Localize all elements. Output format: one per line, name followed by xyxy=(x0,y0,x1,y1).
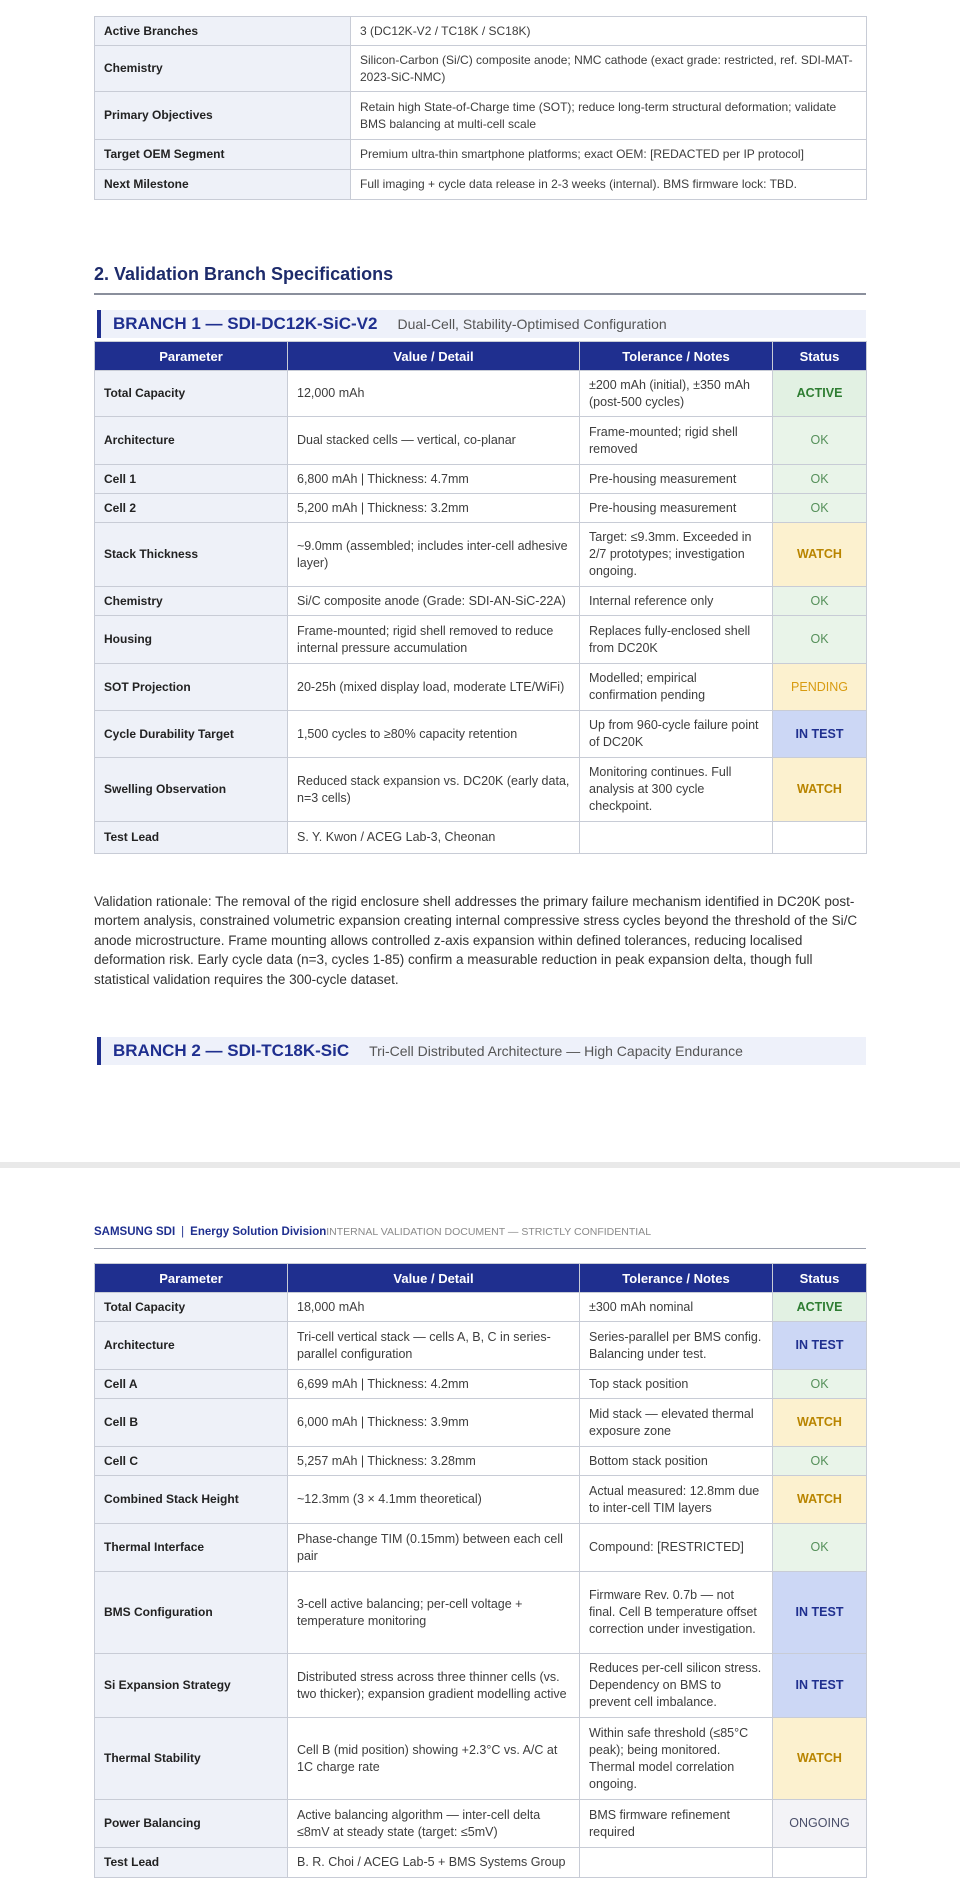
status-badge: ONGOING xyxy=(773,1800,867,1848)
branch-1-spec-table xyxy=(94,341,867,854)
param-tolerance: Bottom stack position xyxy=(580,1447,773,1476)
col-header-value: Value / Detail xyxy=(288,342,580,371)
param-value: 20-25h (mixed display load, moderate LTE/WiFi) xyxy=(288,664,580,711)
section-title: 2. Validation Branch Specifications xyxy=(94,264,866,295)
header-separator: | xyxy=(181,1226,185,1238)
division-name: Energy Solution Division xyxy=(190,1226,327,1238)
param-label: BMS Configuration xyxy=(95,1572,288,1654)
table-row xyxy=(95,465,867,494)
param-label: Active Branches xyxy=(95,17,351,46)
status-badge: OK xyxy=(773,1447,867,1476)
table-row xyxy=(95,1572,867,1654)
param-label: Thermal Stability xyxy=(95,1718,288,1800)
status-badge: WATCH xyxy=(773,1476,867,1524)
status-badge: OK xyxy=(773,616,867,664)
status-badge: IN TEST xyxy=(773,1322,867,1370)
table-row xyxy=(95,1447,867,1476)
branch-description: Dual-Cell, Stability-Optimised Configuration xyxy=(397,316,667,332)
col-header-parameter: Parameter xyxy=(95,1264,288,1293)
param-tolerance: Replaces fully-enclosed shell from DC20K xyxy=(580,616,773,664)
param-tolerance: ±300 mAh nominal xyxy=(580,1293,773,1322)
param-tolerance: Pre-housing measurement xyxy=(580,465,773,494)
param-label: Architecture xyxy=(95,1322,288,1370)
status-badge: OK xyxy=(773,494,867,523)
param-tolerance: Within safe threshold (≤85°C peak); being monitored. Thermal model correlation ongoing. xyxy=(580,1718,773,1800)
col-header-status: Status xyxy=(773,342,867,371)
validation-rationale: Validation rationale: The removal of the rigid enclosure shell addresses the primary failure mechanism identified in DC20K post-mortem analysis, constrained volumetric expansion creating internal compressive stress cycles beyond the threshold of the Si/C anode microstructure. Frame mounting allows controlled z-axis expansion within defined tolerances, reducing localised deformation risk. Early cycle data (n=3, cycles 1-85) confirm a measurable reduction in peak expansion delta, though full statistical validation requires the 300-cycle dataset. xyxy=(94,894,858,987)
status-badge: OK xyxy=(773,1370,867,1399)
param-tolerance: Top stack position xyxy=(580,1370,773,1399)
table-row xyxy=(95,1399,867,1447)
branch-2-spec-table xyxy=(94,1263,867,1878)
param-tolerance: Internal reference only xyxy=(580,587,773,616)
col-header-status: Status xyxy=(773,1264,867,1293)
status-badge: IN TEST xyxy=(773,711,867,758)
param-tolerance: Mid stack — elevated thermal exposure zone xyxy=(580,1399,773,1447)
param-label: Cell 2 xyxy=(95,494,288,523)
col-header-parameter: Parameter xyxy=(95,342,288,371)
table-row xyxy=(95,17,867,46)
branch-1-banner xyxy=(97,310,866,338)
status-badge: IN TEST xyxy=(773,1654,867,1718)
status-badge: WATCH xyxy=(773,523,867,587)
status-badge: OK xyxy=(773,417,867,465)
param-label: Cell C xyxy=(95,1447,288,1476)
param-value: B. R. Choi / ACEG Lab-5 + BMS Systems Group xyxy=(288,1848,580,1878)
status-badge: PENDING xyxy=(773,664,867,711)
param-label: Si Expansion Strategy xyxy=(95,1654,288,1718)
status-badge: IN TEST xyxy=(773,1572,867,1654)
table-row xyxy=(95,1800,867,1848)
document-header xyxy=(94,1226,866,1249)
param-value: Distributed stress across three thinner cells (vs. two thicker); expansion gradient modelling active xyxy=(288,1654,580,1718)
table-row xyxy=(95,1322,867,1370)
param-tolerance: Target: ≤9.3mm. Exceeded in 2/7 prototypes; investigation ongoing. xyxy=(580,523,773,587)
param-tolerance: Monitoring continues. Full analysis at 300 cycle checkpoint. xyxy=(580,758,773,822)
param-label: Cell B xyxy=(95,1399,288,1447)
param-value: Reduced stack expansion vs. DC20K (early data, n=3 cells) xyxy=(288,758,580,822)
param-value: 3-cell active balancing; per-cell voltage + temperature monitoring xyxy=(288,1572,580,1654)
param-label: Total Capacity xyxy=(95,1293,288,1322)
param-label: Test Lead xyxy=(95,822,288,854)
param-value: Tri-cell vertical stack — cells A, B, C in series-parallel configuration xyxy=(288,1322,580,1370)
param-label: Stack Thickness xyxy=(95,523,288,587)
table-row xyxy=(95,371,867,417)
table-row xyxy=(95,140,867,170)
table-row xyxy=(95,1654,867,1718)
param-label: Combined Stack Height xyxy=(95,1476,288,1524)
table-row xyxy=(95,1370,867,1399)
param-label: Architecture xyxy=(95,417,288,465)
status-badge: WATCH xyxy=(773,1399,867,1447)
table-row xyxy=(95,616,867,664)
param-tolerance: Frame-mounted; rigid shell removed xyxy=(580,417,773,465)
table-row xyxy=(95,92,867,140)
status-badge: OK xyxy=(773,587,867,616)
table-row xyxy=(95,1293,867,1322)
col-header-tolerance: Tolerance / Notes xyxy=(580,342,773,371)
param-value: 18,000 mAh xyxy=(288,1293,580,1322)
param-tolerance: Compound: [RESTRICTED] xyxy=(580,1524,773,1572)
status-badge: ACTIVE xyxy=(773,1293,867,1322)
param-label: SOT Projection xyxy=(95,664,288,711)
param-tolerance: Up from 960-cycle failure point of DC20K xyxy=(580,711,773,758)
param-label: Housing xyxy=(95,616,288,664)
param-label: Cycle Durability Target xyxy=(95,711,288,758)
param-tolerance: Actual measured: 12.8mm due to inter-cell TIM layers xyxy=(580,1476,773,1524)
param-tolerance: Series-parallel per BMS config. Balancing under test. xyxy=(580,1322,773,1370)
status-badge: OK xyxy=(773,1524,867,1572)
param-value: Premium ultra-thin smartphone platforms; exact OEM: [REDACTED per IP protocol] xyxy=(351,140,867,170)
param-value: Frame-mounted; rigid shell removed to reduce internal pressure accumulation xyxy=(288,616,580,664)
table-row xyxy=(95,494,867,523)
param-value: Si/C composite anode (Grade: SDI-AN-SiC-22A) xyxy=(288,587,580,616)
param-value: ~9.0mm (assembled; includes inter-cell adhesive layer) xyxy=(288,523,580,587)
table-header-row xyxy=(95,1264,867,1293)
table-row xyxy=(95,587,867,616)
param-value: 6,800 mAh | Thickness: 4.7mm xyxy=(288,465,580,494)
table-row xyxy=(95,711,867,758)
param-tolerance: BMS firmware refinement required xyxy=(580,1800,773,1848)
table-row xyxy=(95,1524,867,1572)
param-value: Active balancing algorithm — inter-cell delta ≤8mV at steady state (target: ≤5mV) xyxy=(288,1800,580,1848)
param-tolerance: ±200 mAh (initial), ±350 mAh (post-500 cycles) xyxy=(580,371,773,417)
param-value: 5,200 mAh | Thickness: 3.2mm xyxy=(288,494,580,523)
param-label: Test Lead xyxy=(95,1848,288,1878)
param-label: Chemistry xyxy=(95,46,351,92)
param-label: Target OEM Segment xyxy=(95,140,351,170)
param-label: Cell 1 xyxy=(95,465,288,494)
branch-code: BRANCH 2 — SDI-TC18K-SiC xyxy=(113,1041,350,1060)
document-page-2 xyxy=(0,1168,960,1904)
branch-code: BRANCH 1 — SDI-DC12K-SiC-V2 xyxy=(113,314,378,333)
param-value: 6,000 mAh | Thickness: 3.9mm xyxy=(288,1399,580,1447)
param-value: Silicon-Carbon (Si/C) composite anode; NMC cathode (exact grade: restricted, ref. SDI-MAT-2023-SiC-NMC) xyxy=(351,46,867,92)
summary-table xyxy=(94,16,867,200)
param-tolerance: Firmware Rev. 0.7b — not final. Cell B temperature offset correction under investigation. xyxy=(580,1572,773,1654)
param-value: ~12.3mm (3 × 4.1mm theoretical) xyxy=(288,1476,580,1524)
param-label: Power Balancing xyxy=(95,1800,288,1848)
status-badge: ACTIVE xyxy=(773,371,867,417)
status-badge xyxy=(773,1848,867,1878)
param-label: Primary Objectives xyxy=(95,92,351,140)
company-brand: SAMSUNG SDI xyxy=(94,1226,176,1238)
param-value: 1,500 cycles to ≥80% capacity retention xyxy=(288,711,580,758)
table-row xyxy=(95,1848,867,1878)
table-row xyxy=(95,523,867,587)
param-value: 6,699 mAh | Thickness: 4.2mm xyxy=(288,1370,580,1399)
table-row xyxy=(95,417,867,465)
param-label: Cell A xyxy=(95,1370,288,1399)
status-badge: OK xyxy=(773,465,867,494)
confidentiality-notice: INTERNAL VALIDATION DOCUMENT — STRICTLY CONFIDENTIAL xyxy=(326,1226,652,1238)
param-value: Dual stacked cells — vertical, co-planar xyxy=(288,417,580,465)
param-label: Thermal Interface xyxy=(95,1524,288,1572)
branch-2-banner xyxy=(97,1037,866,1065)
param-tolerance xyxy=(580,1848,773,1878)
param-value: Phase-change TIM (0.15mm) between each cell pair xyxy=(288,1524,580,1572)
col-header-tolerance: Tolerance / Notes xyxy=(580,1264,773,1293)
param-value: 12,000 mAh xyxy=(288,371,580,417)
table-row xyxy=(95,822,867,854)
param-tolerance: Pre-housing measurement xyxy=(580,494,773,523)
param-value: 3 (DC12K-V2 / TC18K / SC18K) xyxy=(351,17,867,46)
param-label: Next Milestone xyxy=(95,170,351,200)
table-row xyxy=(95,758,867,822)
table-row xyxy=(95,1718,867,1800)
status-badge: WATCH xyxy=(773,758,867,822)
table-row xyxy=(95,664,867,711)
table-row xyxy=(95,170,867,200)
param-label: Chemistry xyxy=(95,587,288,616)
param-value: S. Y. Kwon / ACEG Lab-3, Cheonan xyxy=(288,822,580,854)
param-label: Swelling Observation xyxy=(95,758,288,822)
branch-description: Tri-Cell Distributed Architecture — High Capacity Endurance xyxy=(369,1043,743,1059)
param-value: Full imaging + cycle data release in 2-3 weeks (internal). BMS firmware lock: TBD. xyxy=(351,170,867,200)
table-row xyxy=(95,1476,867,1524)
param-tolerance xyxy=(580,822,773,854)
param-label: Total Capacity xyxy=(95,371,288,417)
param-value: Cell B (mid position) showing +2.3°C vs. A/C at 1C charge rate xyxy=(288,1718,580,1800)
status-badge: WATCH xyxy=(773,1718,867,1800)
col-header-value: Value / Detail xyxy=(288,1264,580,1293)
table-row xyxy=(95,46,867,92)
param-value: 5,257 mAh | Thickness: 3.28mm xyxy=(288,1447,580,1476)
param-tolerance: Modelled; empirical confirmation pending xyxy=(580,664,773,711)
param-value: Retain high State-of-Charge time (SOT); reduce long-term structural deformation; validate BMS balancing at multi-cell scale xyxy=(351,92,867,140)
table-header-row xyxy=(95,342,867,371)
param-tolerance: Reduces per-cell silicon stress. Dependency on BMS to prevent cell imbalance. xyxy=(580,1654,773,1718)
status-badge xyxy=(773,822,867,854)
